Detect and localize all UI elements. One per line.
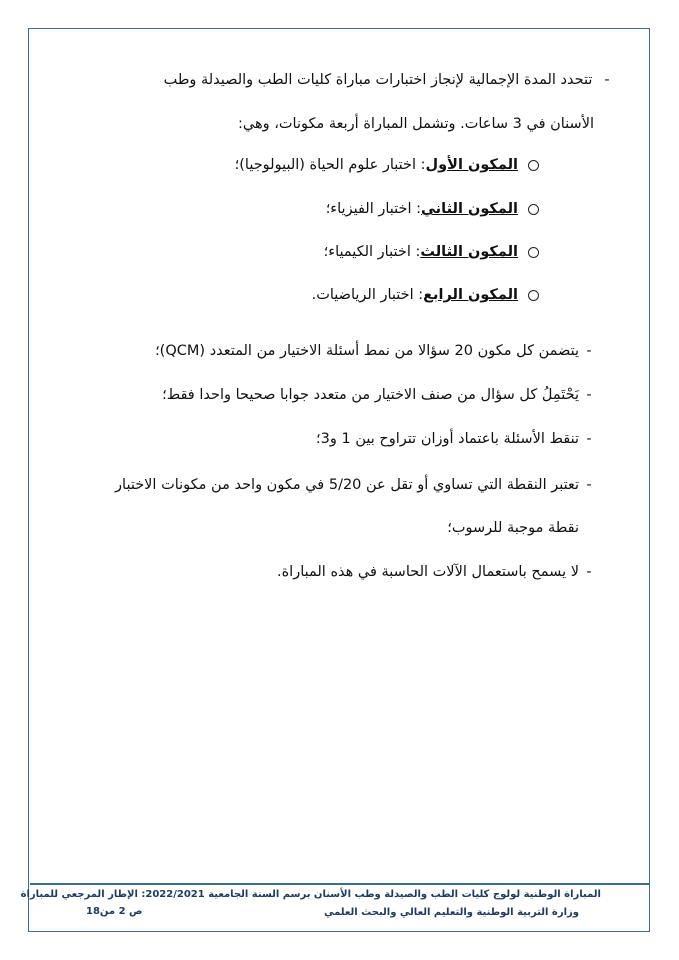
- footer-divider: [30, 883, 649, 885]
- component-item-3: [324, 242, 539, 262]
- circle-bullet-icon: [528, 247, 539, 258]
- rule-item-5: [277, 562, 599, 582]
- intro-line-2: الأسنان في 3 ساعات. وتشمل المباراة أربعة مكونات، وهي:: [237, 116, 594, 132]
- footer-ministry: وزارة التربية الوطنية والتعليم العالي والبحث العلمي: [323, 907, 579, 918]
- footer-title: المباراة الوطنية لولوج كليات الطب والصيدلة وطب الأسنان برسم السنة الجامعية 2022/2021: الإطار المرجعي للمباراة: [20, 889, 601, 900]
- component-text: : اختبار علوم الحياة (البيولوجيا)؛: [234, 157, 426, 173]
- rule-text: يتضمن كل مكون 20 سؤالا من نمط أسئلة الاختيار من المتعدد (QCM)؛: [155, 343, 579, 359]
- component-label: المكون الثالث: [420, 244, 518, 260]
- dash-bullet: -: [586, 387, 592, 403]
- intro-text-1: تتحدد المدة الإجمالية لإنجاز اختبارات مباراة كليات الطب والصيدلة وطب: [163, 72, 593, 88]
- rule-item-2: [162, 385, 599, 405]
- dash-bullet: -: [604, 72, 610, 88]
- intro-line-1: [164, 70, 617, 90]
- rule-text: لا يسمح باستعمال الآلات الحاسبة في هذه المباراة.: [276, 564, 579, 580]
- dash-bullet: -: [586, 343, 592, 359]
- footer-page-number: ص 2 من18: [86, 906, 143, 917]
- rule-item-4-continuation: نقطة موجبة للرسوب؛: [447, 520, 579, 536]
- dash-bullet: -: [586, 431, 592, 447]
- dash-bullet: -: [586, 477, 592, 493]
- rule-item-4: [115, 475, 599, 495]
- component-item-4: [312, 285, 539, 305]
- component-item-1: [235, 155, 539, 175]
- rule-text: تنقط الأسئلة باعتماد أوزان تتراوح بين 1 و3؛: [316, 431, 579, 447]
- component-label: المكون الثاني: [421, 201, 518, 217]
- rule-item-1: [155, 341, 599, 361]
- rule-text: يَحْتَمِلُ كل سؤال من صنف الاختيار من متعدد جوابا صحيحا واحدا فقط؛: [162, 387, 579, 403]
- dash-bullet: -: [586, 564, 592, 580]
- component-text: : اختبار الرياضيات.: [311, 287, 424, 303]
- component-text: : اختبار الكيمياء؛: [323, 244, 421, 260]
- rule-item-3: [316, 429, 599, 449]
- rule-text: تعتبر النقطة التي تساوي أو تقل عن 5/20 في مكون واحد من مكونات الاختبار: [115, 477, 579, 493]
- circle-bullet-icon: [528, 204, 539, 215]
- circle-bullet-icon: [528, 160, 539, 171]
- component-item-2: [326, 199, 539, 219]
- component-label: المكون الأول: [425, 157, 518, 173]
- component-text: : اختبار الفيزياء؛: [325, 201, 422, 217]
- circle-bullet-icon: [528, 290, 539, 301]
- component-label: المكون الرابع: [423, 287, 518, 303]
